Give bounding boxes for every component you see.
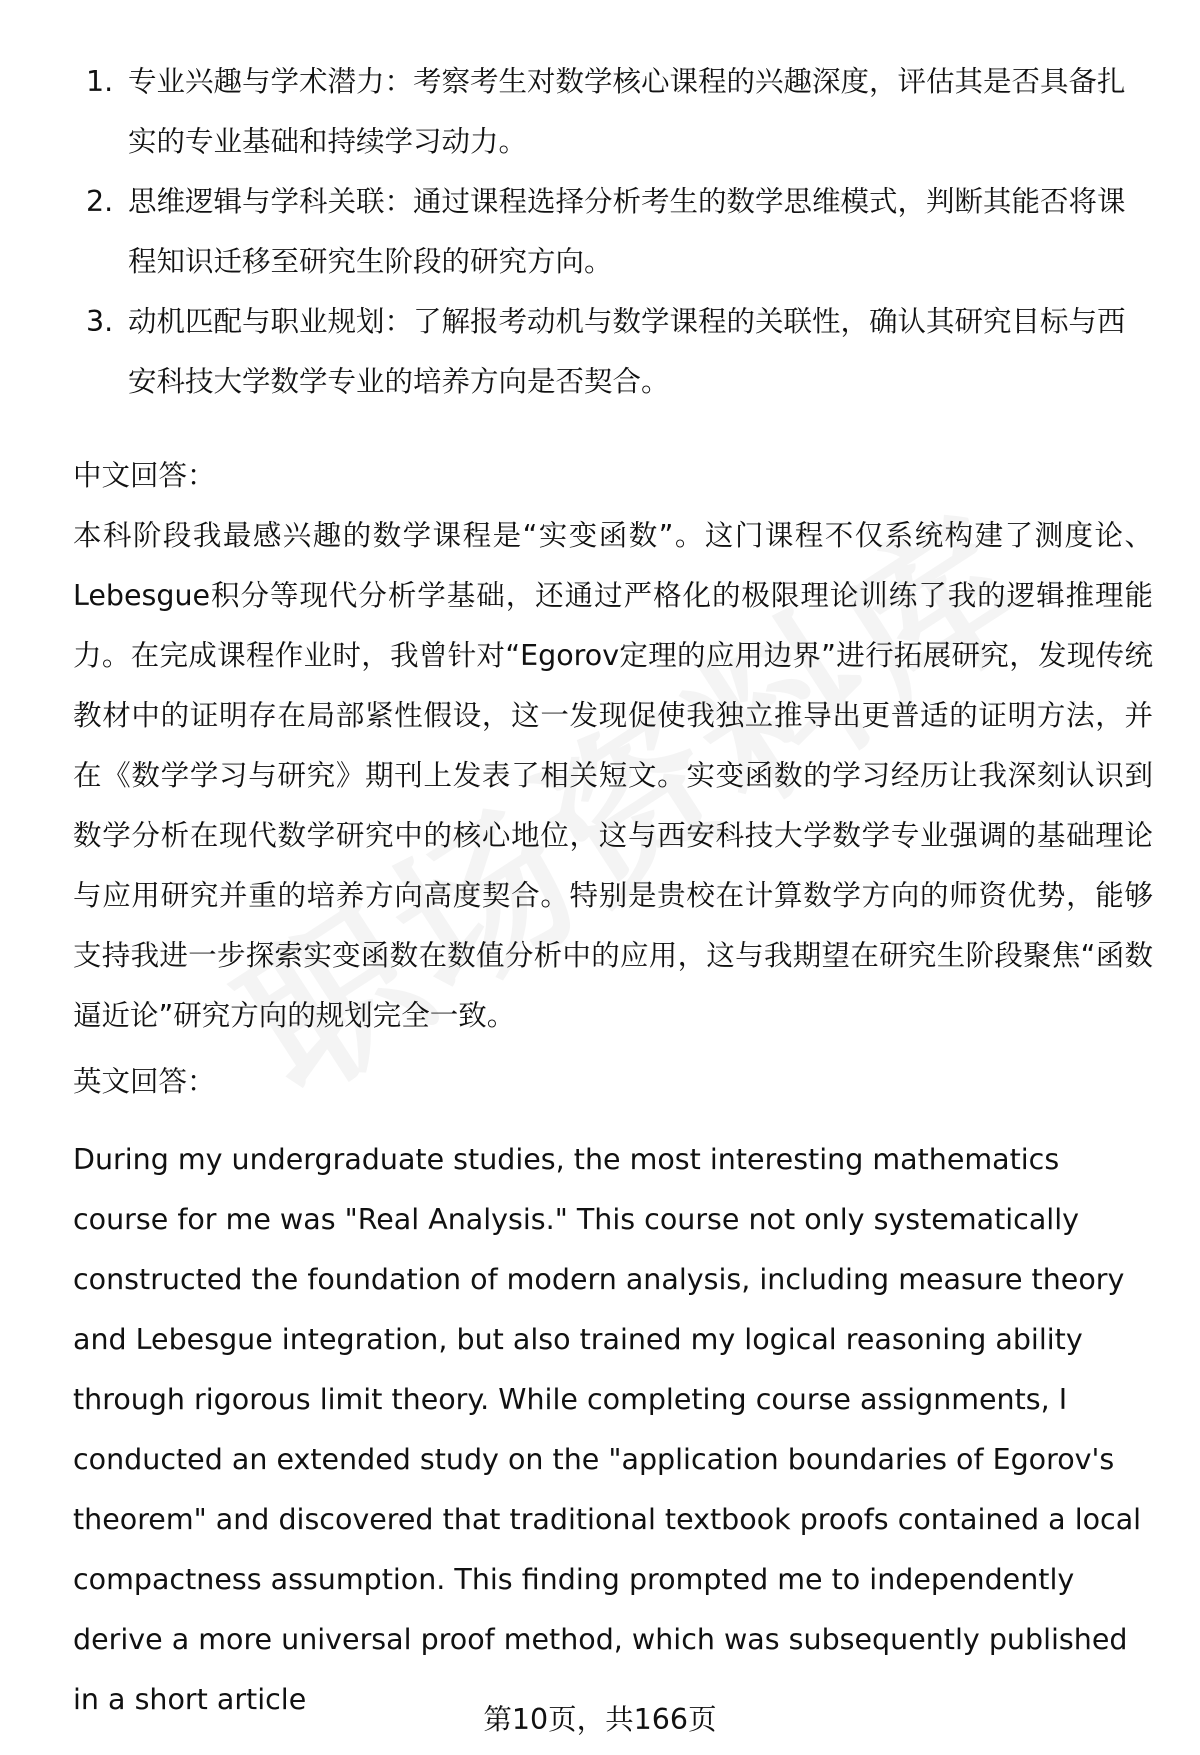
english-answer-body: During my undergraduate studies, the most interesting mathematics course for me was "Real Analysis." This course not only systematically constructed the foundation of modern analysis, including measure theory and Lebesgue integration, but also trained my logical reasoning ability through rigorous limit theory. While completing course assignments, I conducted an extended study on the "application boundaries of Egorov's theorem" and discovered that traditional textbook proofs contained a local compactness assumption. This finding prompted me to independently derive a more universal proof method, which was subsequently published in a short article <box>73 1143 1142 1716</box>
list-item-text: 动机匹配与职业规划：了解报考动机与数学课程的关联性，确认其研究目标与西安科技大学数学专业的培养方向是否契合。 <box>128 305 1126 398</box>
list-item-text: 专业兴趣与学术潜力：考察考生对数学核心课程的兴趣深度，评估其是否具备扎实的专业基础和持续学习动力。 <box>128 65 1126 158</box>
list-item <box>80 52 1150 172</box>
chinese-answer-body: 本科阶段我最感兴趣的数学课程是“实变函数”。这门课程不仅系统构建了测度论、Lebesgue积分等现代分析学基础，还通过严格化的极限理论训练了我的逻辑推理能力。在完成课程作业时，我曾针对“Egorov定理的应用边界”进行拓展研究，发现传统教材中的证明存在局部紧性假设，这一发现促使我独立推导出更普适的证明方法，并在《数学学习与研究》期刊上发表了相关短文。实变函数的学习经历让我深刻认识到数学分析在现代数学研究中的核心地位，这与西安科技大学数学专业强调的基础理论与应用研究并重的培养方向高度契合。特别是贵校在计算数学方向的师资优势，能够支持我进一步探索实变函数在数值分析中的应用，这与我期望在研究生阶段聚焦“函数逼近论”研究方向的规划完全一致。 <box>73 519 1153 1032</box>
page-number-footer: 第10页，共166页 <box>483 1703 717 1736</box>
list-item <box>80 172 1150 292</box>
list-item-number: 3. <box>86 305 114 338</box>
list-item-text: 思维逻辑与学科关联：通过课程选择分析考生的数学思维模式，判断其能否将课程知识迁移至研究生阶段的研究方向。 <box>128 185 1126 278</box>
list-item <box>80 292 1150 412</box>
list-item-number: 2. <box>86 185 114 218</box>
english-answer-label: 英文回答： <box>73 1065 216 1098</box>
list-item-number: 1. <box>86 65 114 98</box>
chinese-answer-label: 中文回答： <box>73 459 216 492</box>
criteria-list <box>80 52 1150 412</box>
